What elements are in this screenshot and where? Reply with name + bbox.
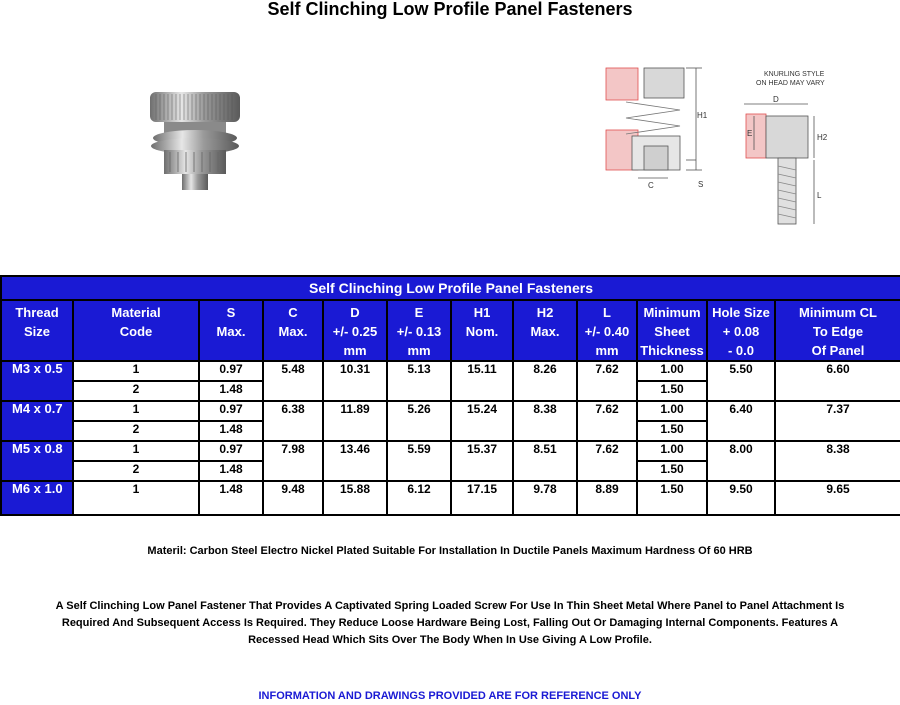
dim-h1-label: H1 <box>697 111 708 120</box>
s-max-cell: 0.97 <box>199 361 263 381</box>
material-code-cell: 1 <box>73 441 199 461</box>
material-code-cell: 1 <box>73 481 199 515</box>
e-cell: 6.12 <box>387 481 451 515</box>
knurling-note-line1: KNURLING STYLE <box>764 71 825 78</box>
hole-size-cell: 8.00 <box>707 441 775 481</box>
material-note: Materil: Carbon Steel Electro Nickel Plated Suitable For Installation In Ductile Panels Maximum Hardness Of 60 HRB <box>147 545 753 557</box>
material-code-cell: 1 <box>73 361 199 381</box>
page-title: Self Clinching Low Profile Panel Fasteners <box>267 0 633 19</box>
c-max-cell: 6.38 <box>263 401 323 441</box>
l-cell: 7.62 <box>577 361 637 401</box>
sheet-thickness-cell: 1.00 <box>637 361 707 381</box>
column-header: S Max. <box>199 300 263 361</box>
dim-l-label: L <box>817 191 822 200</box>
s-max-cell: 1.48 <box>199 461 263 481</box>
d-cell: 11.89 <box>323 401 387 441</box>
d-cell: 15.88 <box>323 481 387 515</box>
h2-cell: 8.26 <box>513 361 577 401</box>
thread-size-cell: M6 x 1.0 <box>1 481 73 515</box>
h1-cell: 15.37 <box>451 441 513 481</box>
technical-drawing <box>586 60 866 230</box>
material-code-cell: 2 <box>73 421 199 441</box>
l-cell: 7.62 <box>577 401 637 441</box>
s-max-cell: 0.97 <box>199 401 263 421</box>
s-max-cell: 1.48 <box>199 421 263 441</box>
column-header: Material Code <box>73 300 199 361</box>
sheet-thickness-cell: 1.50 <box>637 461 707 481</box>
hole-size-cell: 5.50 <box>707 361 775 401</box>
d-cell: 13.46 <box>323 441 387 481</box>
thread-size-cell: M3 x 0.5 <box>1 361 73 401</box>
s-max-cell: 0.97 <box>199 441 263 461</box>
dim-e-label: E <box>747 129 753 138</box>
sheet-thickness-cell: 1.50 <box>637 381 707 401</box>
material-code-cell: 2 <box>73 461 199 481</box>
sheet-thickness-cell: 1.00 <box>637 401 707 421</box>
table-title: Self Clinching Low Profile Panel Fasteners <box>1 276 900 300</box>
sheet-thickness-cell: 1.50 <box>637 481 707 515</box>
table-header-row <box>1 300 900 361</box>
min-cl-cell: 7.37 <box>775 401 900 441</box>
d-cell: 10.31 <box>323 361 387 401</box>
dim-s-label: S <box>698 180 704 189</box>
h1-cell: 15.24 <box>451 401 513 441</box>
s-max-cell: 1.48 <box>199 381 263 401</box>
material-code-cell: 1 <box>73 401 199 421</box>
thread-size-cell: M4 x 0.7 <box>1 401 73 441</box>
e-cell: 5.59 <box>387 441 451 481</box>
l-cell: 7.62 <box>577 441 637 481</box>
min-cl-cell: 6.60 <box>775 361 900 401</box>
table-row <box>1 401 900 421</box>
column-header: Hole Size + 0.08 - 0.0 <box>707 300 775 361</box>
fastener-photo <box>140 88 250 198</box>
standalone-view <box>744 104 814 224</box>
column-header: Minimum CL To Edge Of Panel <box>775 300 900 361</box>
h2-cell: 8.51 <box>513 441 577 481</box>
dim-h2-label: H2 <box>817 133 828 142</box>
table-row <box>1 481 900 515</box>
c-max-cell: 7.98 <box>263 441 323 481</box>
dim-d-label: D <box>773 95 779 104</box>
e-cell: 5.26 <box>387 401 451 441</box>
column-header: C Max. <box>263 300 323 361</box>
column-header: L +/- 0.40 mm <box>577 300 637 361</box>
material-code-cell: 2 <box>73 381 199 401</box>
reference-disclaimer: INFORMATION AND DRAWINGS PROVIDED ARE FOR REFERENCE ONLY <box>258 690 642 702</box>
column-header: H1 Nom. <box>451 300 513 361</box>
spec-table <box>0 275 900 516</box>
column-header: Thread Size <box>1 300 73 361</box>
min-cl-cell: 8.38 <box>775 441 900 481</box>
thread-size-cell: M5 x 0.8 <box>1 441 73 481</box>
column-header: Minimum Sheet Thickness <box>637 300 707 361</box>
h1-cell: 15.11 <box>451 361 513 401</box>
c-max-cell: 5.48 <box>263 361 323 401</box>
sheet-thickness-cell: 1.50 <box>637 421 707 441</box>
h1-cell: 17.15 <box>451 481 513 515</box>
h2-cell: 9.78 <box>513 481 577 515</box>
dim-c-label: C <box>648 181 654 190</box>
column-header: H2 Max. <box>513 300 577 361</box>
installed-section-view <box>606 68 702 178</box>
min-cl-cell: 9.65 <box>775 481 900 515</box>
hole-size-cell: 9.50 <box>707 481 775 515</box>
sheet-thickness-cell: 1.00 <box>637 441 707 461</box>
h2-cell: 8.38 <box>513 401 577 441</box>
column-header: E +/- 0.13 mm <box>387 300 451 361</box>
hole-size-cell: 6.40 <box>707 401 775 441</box>
product-description: A Self Clinching Low Panel Fastener That Provides A Captivated Spring Loaded Screw For Use In Thin Sheet Metal Where Panel to Panel Attachment Is Required And Subsequent Access Is Required. They Reduce Loose Hardware Being Lost, Falling Out Or Damaging Internal Components. Features A Recessed Head Which Sits Over The Body When In Use Giving A Low Profile. <box>55 600 845 646</box>
knurling-note-line2: ON HEAD MAY VARY <box>756 80 825 87</box>
table-row <box>1 361 900 381</box>
e-cell: 5.13 <box>387 361 451 401</box>
c-max-cell: 9.48 <box>263 481 323 515</box>
table-row <box>1 441 900 461</box>
l-cell: 8.89 <box>577 481 637 515</box>
column-header: D +/- 0.25 mm <box>323 300 387 361</box>
s-max-cell: 1.48 <box>199 481 263 515</box>
